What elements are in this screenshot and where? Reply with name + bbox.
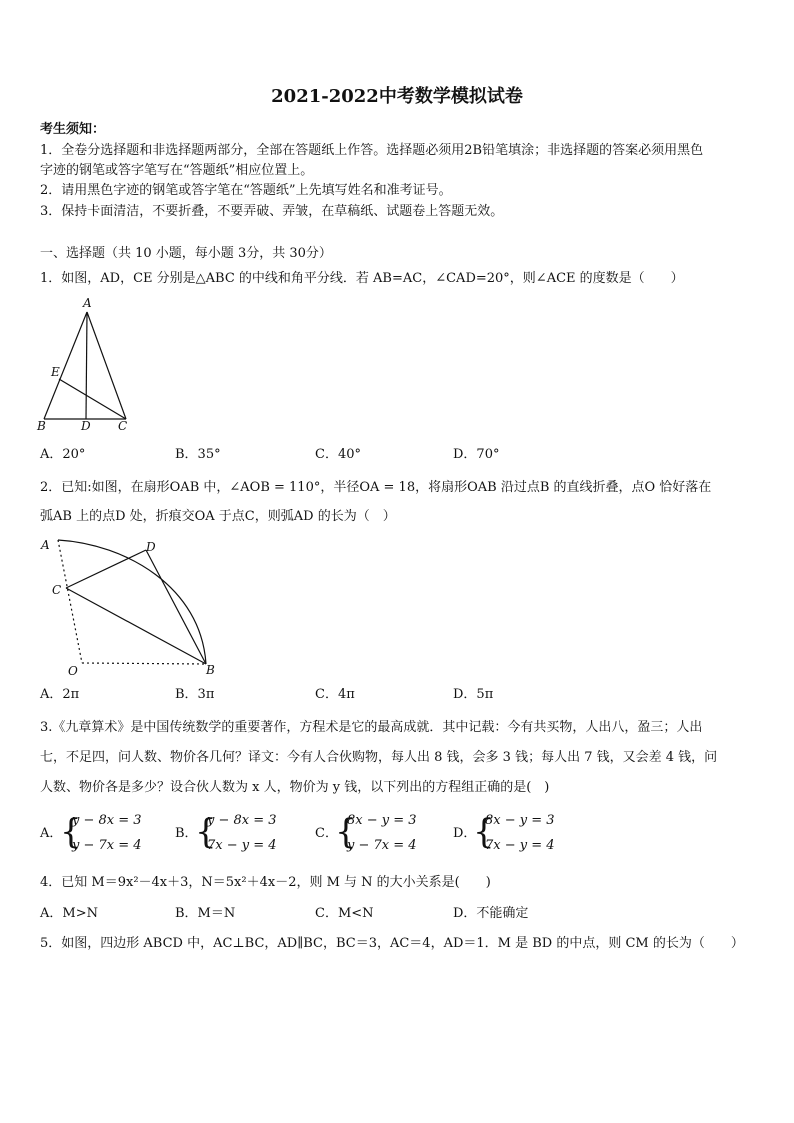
q1-label-a: A [83, 296, 92, 310]
q4-option-a[interactable]: A．M>N [40, 906, 98, 921]
notice-line-1: 1．全卷分选择题和非选择题两部分，全部在答题纸上作答。选择题必须用2B铅笔填涂；非选择题的答案必须用黑色 [40, 143, 704, 158]
q3-option-b-brace: { [195, 812, 217, 852]
notice-heading: 考生须知： [40, 122, 106, 137]
q1-option-b[interactable]: B．35° [175, 447, 221, 462]
q2-label-o: O [68, 664, 78, 677]
q1-bisector-ce [59, 379, 126, 419]
q3-option-b-eq2: 7x − y = 4 [207, 838, 277, 853]
q4-option-b[interactable]: B．M＝N [175, 906, 236, 921]
q3-option-b-label: B． [175, 826, 198, 841]
notice-line-3: 2．请用黑色字迹的钢笔或答字笔在“答题纸”上先填写姓名和准考证号。 [40, 183, 452, 198]
q3-stem-line-2: 七，不足四，问人数、物价各几何？译文：今有人合伙购物，每人出 8 钱，会多 3 钱；每人出 7 钱，又会差 4 钱，问 [40, 750, 718, 765]
q3-option-c-eq1: 8x − y = 3 [347, 813, 417, 828]
q2-option-d[interactable]: D．5π [453, 687, 494, 702]
q1-label-d: D [81, 419, 91, 433]
q3-option-c[interactable] [315, 810, 435, 858]
q1-label-c: C [118, 419, 128, 433]
q3-option-d-eq1: 8x − y = 3 [485, 813, 555, 828]
q2-segment-db [146, 550, 206, 664]
section-heading: 一、选择题（共 10 小题，每小题 3分，共 30分） [40, 246, 332, 261]
q3-option-d-label: D． [453, 826, 477, 841]
notice-line-4: 3．保持卡面清洁，不要折叠，不要弄破、弄皱，在草稿纸、试题卷上答题无效。 [40, 204, 504, 219]
q2-sector-figure [36, 532, 226, 677]
q2-segment-cb [66, 588, 206, 664]
q3-option-a-label: A． [40, 826, 63, 841]
q3-option-b-eq1: y − 8x = 3 [207, 813, 277, 828]
q2-option-c[interactable]: C．4π [315, 687, 355, 702]
q2-label-d: D [146, 540, 156, 554]
q1-label-e: E [51, 365, 60, 379]
q1-side-ac [87, 312, 126, 419]
q2-arc-ab [58, 540, 206, 664]
q2-stem-line-1: 2．已知:如图，在扇形OAB 中，∠AOB = 110°，半径OA = 18，将扇形OAB 沿过点B 的直线折叠，点O 恰好落在 [40, 480, 712, 495]
q1-triangle-figure [34, 296, 134, 434]
q2-radius-oa-dotted [58, 540, 82, 663]
q1-label-b: B [37, 419, 46, 433]
q3-option-c-brace: { [335, 812, 357, 852]
q3-option-a-eq1: y − 8x = 3 [72, 813, 142, 828]
q1-option-a[interactable]: A．20° [40, 447, 86, 462]
q3-option-b[interactable] [175, 810, 295, 858]
q2-radius-ob-dotted [82, 663, 206, 664]
q4-stem: 4．已知 M＝9x²－4x＋3，N＝5x²＋4x－2，则 M 与 N 的大小关系是( ) [40, 875, 491, 890]
q3-stem-line-1: 3.《九章算术》是中国传统数学的重要著作，方程术是它的最高成就．其中记载：今有共买物，人出八，盈三；人出 [40, 720, 703, 735]
q2-label-c: C [52, 583, 62, 597]
q4-option-d[interactable]: D．不能确定 [453, 906, 529, 921]
q3-option-c-eq2: y − 7x = 4 [347, 838, 417, 853]
q2-option-a[interactable]: A．2π [40, 687, 80, 702]
q3-option-a-eq2: y − 7x = 4 [72, 838, 142, 853]
q2-stem-line-2: 弧AB 上的点D 处，折痕交OA 于点C，则弧AD 的长为（ ） [40, 509, 396, 524]
q1-median-ad [86, 312, 87, 419]
q2-segment-cd [66, 550, 146, 588]
q2-label-a: A [41, 538, 50, 552]
page-title: 2021-2022中考数学模拟试卷 [271, 86, 523, 107]
q1-option-d[interactable]: D．70° [453, 447, 500, 462]
q2-option-b[interactable]: B．3π [175, 687, 215, 702]
q5-stem: 5．如图，四边形 ABCD 中，AC⊥BC，AD∥BC，BC＝3，AC＝4，AD＝1．M 是 BD 的中点，则 CM 的长为（ ） [40, 936, 744, 951]
q1-option-c[interactable]: C．40° [315, 447, 361, 462]
q4-option-c[interactable]: C．M<N [315, 906, 374, 921]
q3-option-d-brace: { [473, 812, 495, 852]
q2-label-b: B [206, 663, 215, 677]
q3-option-c-label: C． [315, 826, 338, 841]
q3-stem-line-3: 人数、物价各是多少？设合伙人数为 x 人，物价为 y 钱，以下列出的方程组正确的是( ) [40, 780, 550, 795]
q3-option-a[interactable] [40, 810, 160, 858]
q3-option-a-brace: { [60, 812, 82, 852]
notice-line-2: 字迹的钢笔或答字笔写在“答题纸”相应位置上。 [40, 163, 314, 178]
q3-option-d-eq2: 7x − y = 4 [485, 838, 555, 853]
q1-stem: 1．如图，AD，CE 分别是△ABC 的中线和角平分线．若 AB=AC，∠CAD=20°，则∠ACE 的度数是（ ） [40, 271, 684, 286]
q3-option-d[interactable] [453, 810, 573, 858]
